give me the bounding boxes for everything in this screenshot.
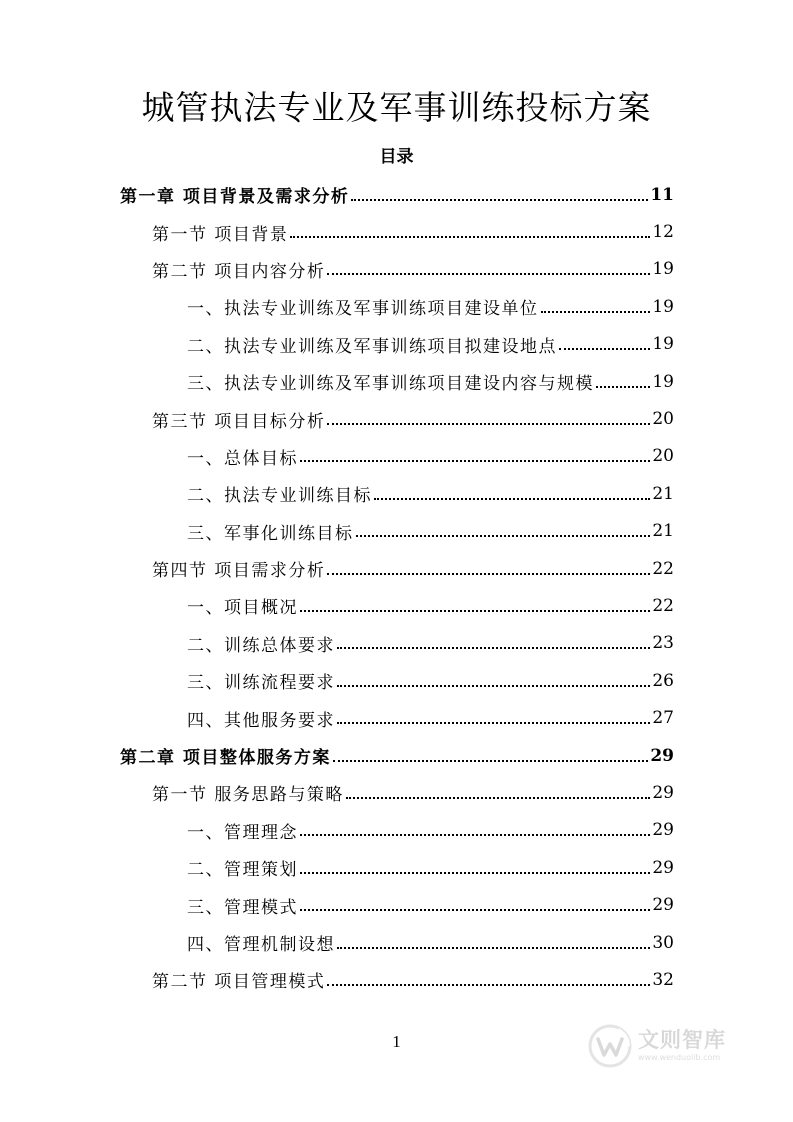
toc-entry[interactable] — [120, 961, 674, 998]
toc-dot-leader — [327, 273, 650, 275]
toc-entry-page: 11 — [650, 184, 674, 205]
watermark — [588, 1022, 726, 1070]
toc-entry[interactable] — [120, 326, 674, 363]
toc-entry-text: 四、管理机制设想 — [187, 935, 335, 955]
toc-dot-leader — [300, 872, 650, 874]
toc-entry-page: 19 — [652, 371, 674, 392]
table-of-contents — [120, 176, 674, 999]
toc-entry-text: 第一节 项目背景 — [152, 224, 289, 245]
toc-entry-text: 第一节 服务思路与策略 — [152, 785, 344, 806]
toc-dot-leader — [327, 573, 650, 575]
toc-dot-leader — [337, 685, 650, 687]
toc-dot-leader — [559, 348, 650, 350]
toc-entry[interactable] — [120, 288, 674, 325]
toc-dot-leader — [346, 797, 650, 799]
toc-dot-leader — [300, 610, 650, 612]
toc-dot-leader — [300, 834, 650, 836]
toc-entry-text: 三、训练流程要求 — [187, 673, 335, 694]
toc-entry-page: 29 — [652, 895, 674, 916]
toc-entry-page: 20 — [652, 409, 674, 430]
toc-dot-leader — [333, 760, 648, 762]
toc-entry-text: 一、项目概况 — [187, 598, 298, 619]
toc-entry-page: 29 — [652, 857, 674, 878]
toc-entry-page: 29 — [652, 782, 674, 803]
toc-entry[interactable] — [120, 176, 674, 213]
watermark-url: www.wenduolib.com — [638, 1053, 721, 1062]
toc-dot-leader — [337, 947, 650, 949]
toc-entry-page: 30 — [652, 932, 674, 953]
toc-entry-page: 19 — [652, 259, 674, 280]
toc-entry-page: 21 — [652, 521, 674, 542]
watermark-logo-icon — [588, 1024, 632, 1068]
toc-dot-leader — [356, 535, 651, 537]
toc-entry-text: 四、其他服务要求 — [187, 710, 335, 731]
document-title: 城管执法专业及军事训练投标方案 — [141, 88, 652, 127]
toc-entry-text: 二、执法专业训练及军事训练项目拟建设地点 — [187, 336, 557, 357]
toc-entry-text: 第二节 项目内容分析 — [152, 261, 326, 282]
toc-entry-text: 第三节 项目目标分析 — [152, 411, 326, 432]
toc-dot-leader — [374, 498, 650, 500]
toc-entry-text: 二、管理策划 — [187, 860, 298, 881]
toc-entry-page: 29 — [650, 745, 674, 766]
toc-entry-text: 二、执法专业训练目标 — [187, 486, 372, 507]
toc-dot-leader — [541, 311, 651, 313]
toc-entry[interactable] — [120, 400, 674, 437]
toc-entry[interactable] — [120, 737, 674, 774]
page-number: 1 — [392, 1032, 401, 1051]
toc-entry-page: 22 — [652, 595, 674, 616]
toc-entry-page: 32 — [652, 969, 674, 990]
toc-entry[interactable] — [120, 213, 674, 250]
toc-entry-page: 29 — [652, 820, 674, 841]
toc-entry-page: 19 — [652, 296, 674, 317]
toc-entry-text: 第二节 项目管理模式 — [152, 972, 326, 993]
toc-entry-text: 一、管理理念 — [187, 822, 298, 843]
toc-entry-page: 21 — [652, 483, 674, 504]
toc-entry[interactable] — [120, 812, 674, 849]
toc-dot-leader — [596, 386, 650, 388]
toc-dot-leader — [300, 460, 650, 462]
toc-entry[interactable] — [120, 886, 674, 923]
toc-entry[interactable] — [120, 438, 674, 475]
toc-entry-text: 三、军事化训练目标 — [187, 523, 354, 544]
toc-entry-text: 一、执法专业训练及军事训练项目建设单位 — [187, 299, 539, 320]
toc-entry-text: 第一章 项目背景及需求分析 — [120, 187, 350, 208]
toc-dot-leader — [337, 722, 650, 724]
toc-entry-page: 26 — [652, 670, 674, 691]
toc-entry-text: 二、训练总体要求 — [187, 635, 335, 656]
toc-dot-leader — [337, 647, 650, 649]
toc-entry[interactable] — [120, 625, 674, 662]
watermark-text — [638, 1030, 726, 1062]
toc-entry[interactable] — [120, 699, 674, 736]
toc-dot-leader — [327, 984, 650, 986]
toc-entry-text: 第二章 项目整体服务方案 — [120, 748, 331, 769]
toc-entry[interactable] — [120, 550, 674, 587]
toc-entry[interactable] — [120, 849, 674, 886]
toc-entry[interactable] — [120, 662, 674, 699]
toc-dot-leader — [351, 199, 648, 201]
toc-entry[interactable] — [120, 363, 674, 400]
toc-entry-page: 22 — [652, 558, 674, 579]
toc-entry-page: 20 — [652, 446, 674, 467]
toc-entry[interactable] — [120, 774, 674, 811]
toc-entry[interactable] — [120, 475, 674, 512]
toc-heading: 目录 — [379, 147, 414, 167]
toc-entry-text: 三、执法专业训练及军事训练项目建设内容与规模 — [187, 374, 594, 395]
toc-entry-text: 三、管理模式 — [187, 897, 298, 918]
toc-entry-text: 一、总体目标 — [187, 448, 298, 469]
toc-entry[interactable] — [120, 513, 674, 550]
toc-entry-page: 27 — [652, 708, 674, 729]
toc-entry[interactable] — [120, 251, 674, 288]
toc-dot-leader — [300, 909, 650, 911]
toc-dot-leader — [290, 236, 650, 238]
toc-entry[interactable] — [120, 587, 674, 624]
watermark-name: 文则智库 — [638, 1028, 726, 1052]
toc-entry[interactable] — [120, 924, 674, 961]
toc-entry-page: 23 — [652, 633, 674, 654]
toc-entry-page: 19 — [652, 334, 674, 355]
toc-entry-text: 第四节 项目需求分析 — [152, 561, 326, 582]
toc-entry-page: 12 — [652, 222, 674, 243]
toc-dot-leader — [327, 423, 650, 425]
